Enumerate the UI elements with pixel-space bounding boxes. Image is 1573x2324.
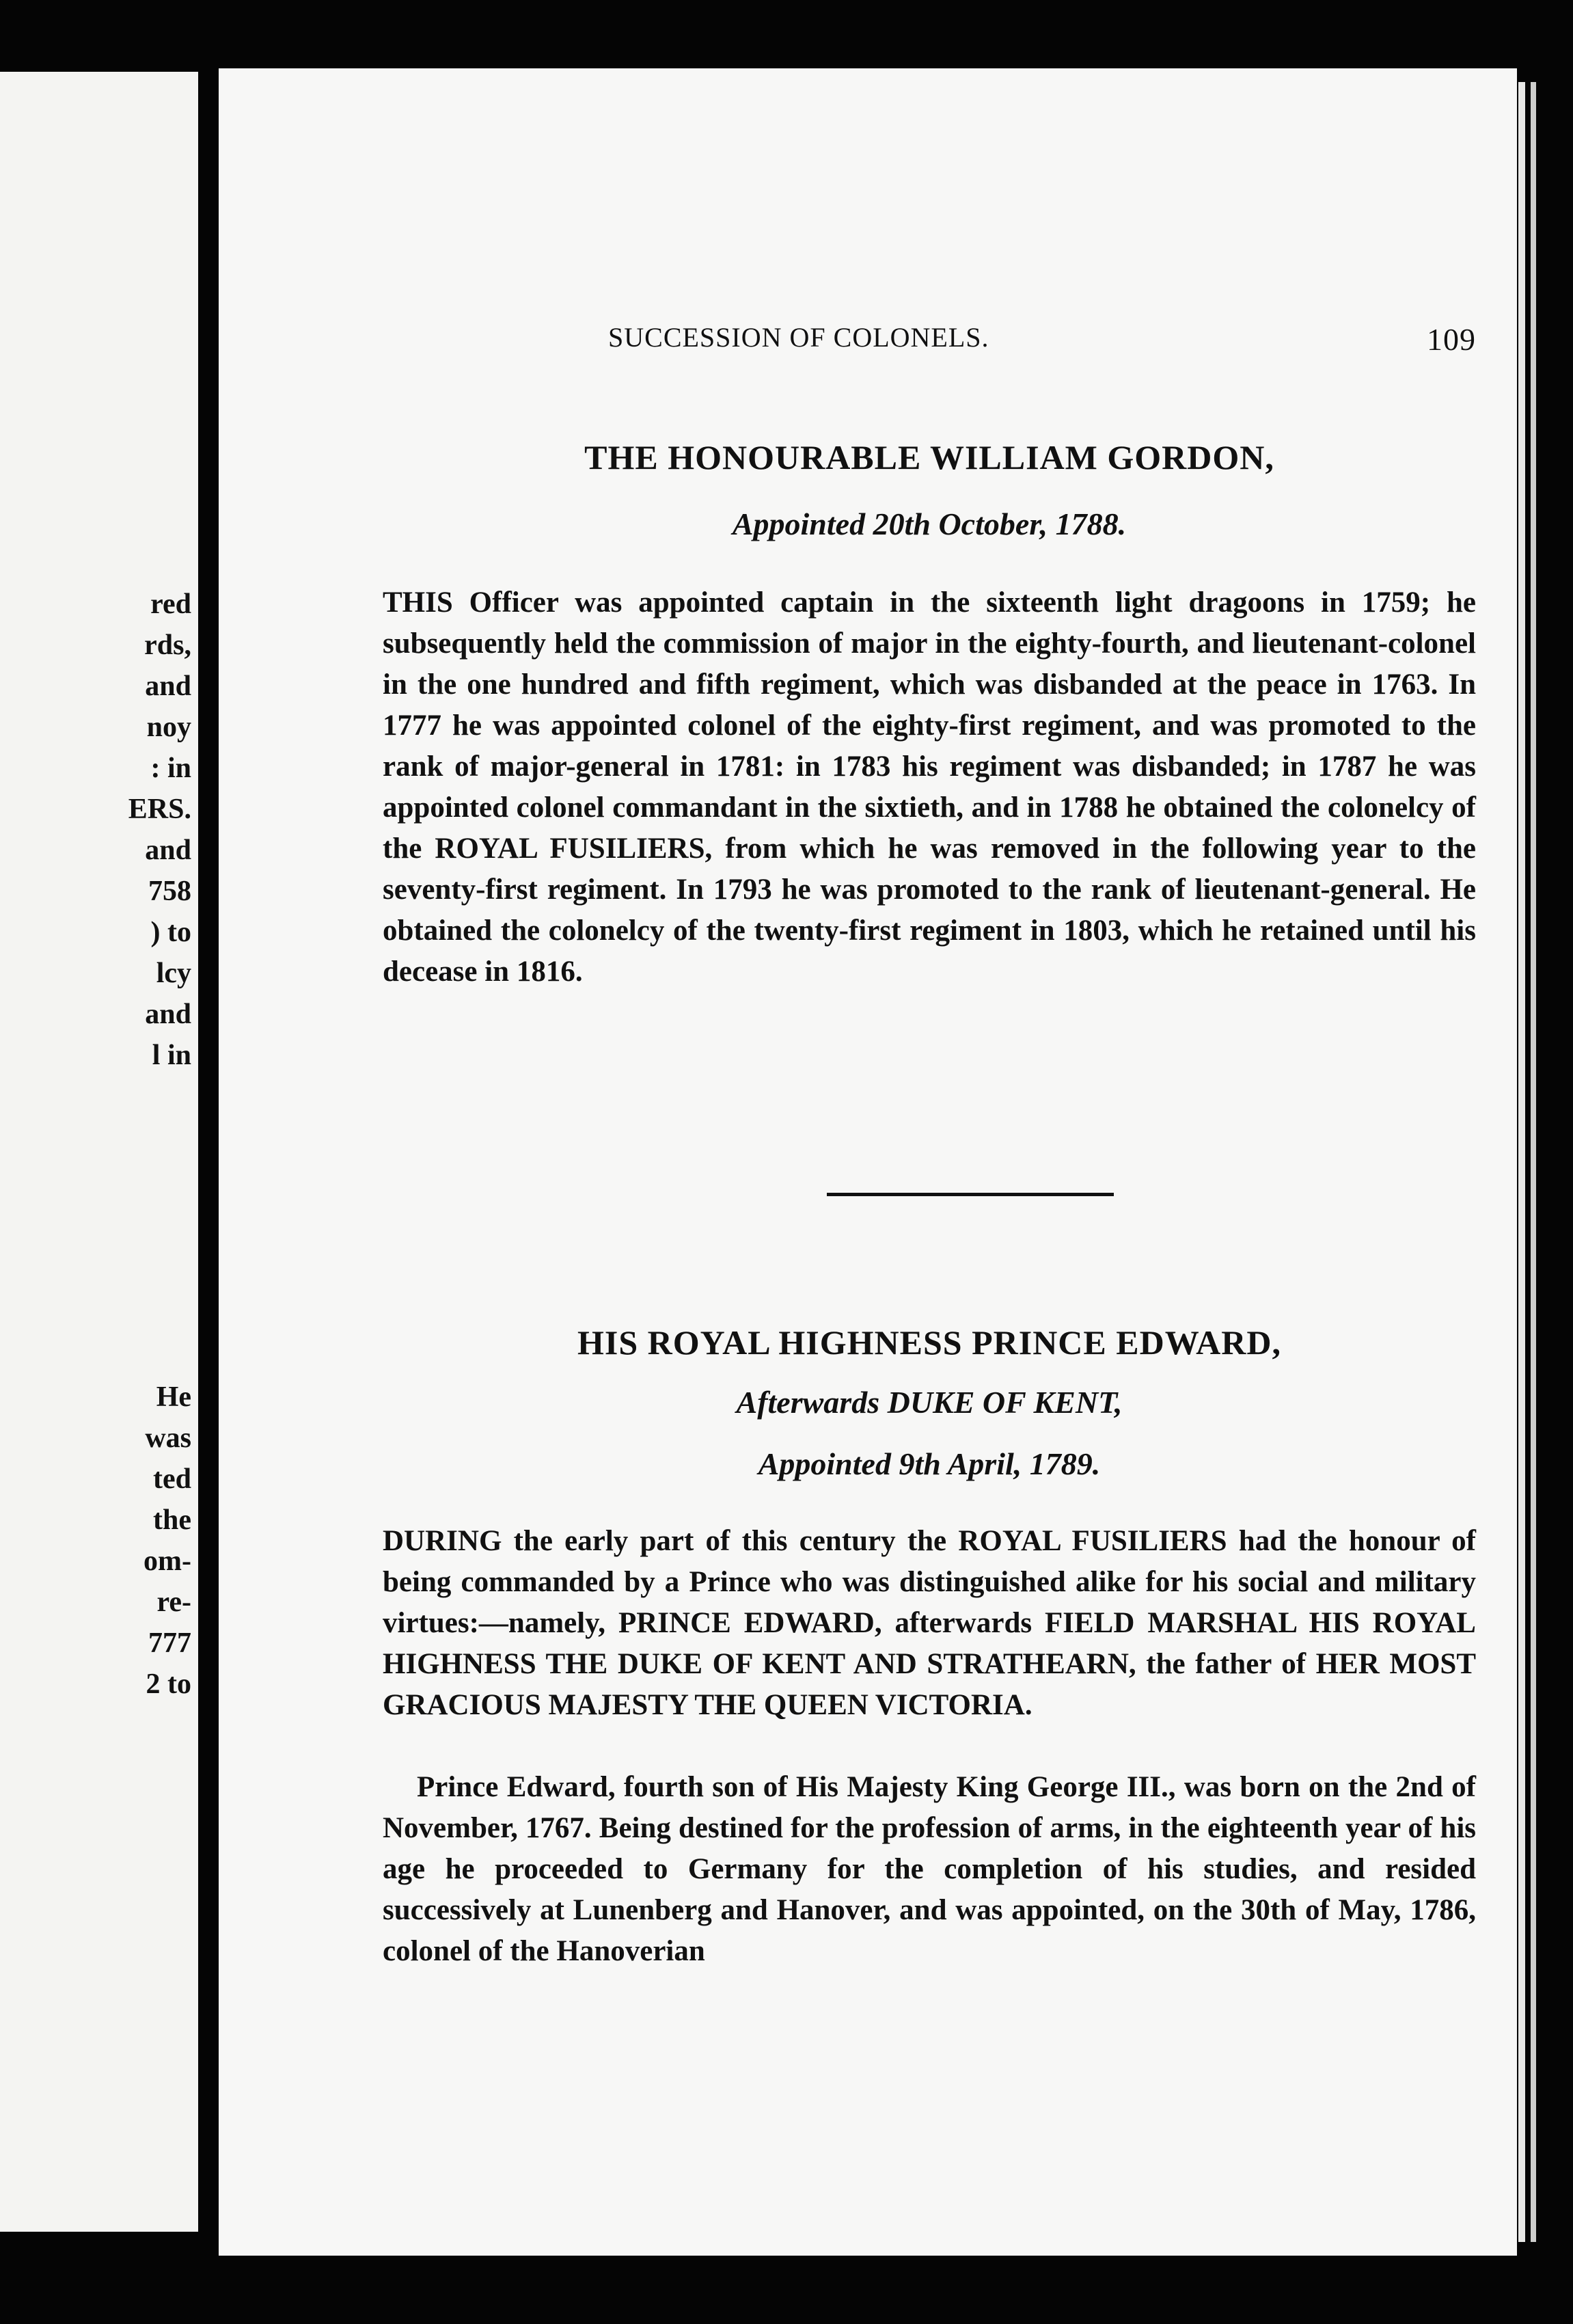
section-heading: HIS ROYAL HIGHNESS PRINCE EDWARD, <box>577 1323 1281 1362</box>
left-page-line: and <box>145 835 191 866</box>
left-page-line: the <box>153 1504 191 1536</box>
left-page-line: om- <box>143 1545 191 1577</box>
left-page-line: 758 <box>148 876 191 907</box>
left-page-line: l in <box>152 1040 191 1071</box>
book-page <box>219 68 1517 2256</box>
left-page-line: ERS. <box>128 794 191 825</box>
left-page-line: noy <box>146 712 191 743</box>
left-page-line: red <box>150 589 191 620</box>
page-edge <box>1531 82 1536 2242</box>
left-page-line: and <box>145 671 191 702</box>
page-edge <box>1518 82 1525 2242</box>
left-page-line: : in <box>150 753 191 784</box>
left-page-line: rds, <box>144 630 191 661</box>
appointment-date: Appointed 9th April, 1789. <box>758 1446 1101 1481</box>
left-page-fragment <box>0 72 198 2232</box>
left-page-line: and <box>145 999 191 1030</box>
left-page-line: He <box>156 1381 191 1413</box>
subtitle: Afterwards DUKE OF KENT, <box>736 1385 1123 1420</box>
left-page-line: 2 to <box>146 1668 191 1700</box>
section-heading: THE HONOURABLE WILLIAM GORDON, <box>584 438 1274 476</box>
body-paragraph: Prince Edward, fourth son of His Majesty King George III., was born on the 2nd of November, 1767. Being destined for the profession of arms, in the eighteenth year of his age he proceeded to Germany for the completion of his studies, and resided successively at Lunenberg and Hanover, and was appointed, on the 30th of May, 1786, colonel of the Hanoverian <box>383 1771 1476 1967</box>
left-page-line: lcy <box>156 958 191 989</box>
appointment-date: Appointed 20th October, 1788. <box>732 506 1127 541</box>
left-page-line: was <box>145 1422 191 1454</box>
left-page-line: re- <box>156 1586 191 1618</box>
left-page-line: ) to <box>150 917 191 948</box>
body-paragraph: DURING the early part of this century the ROYAL FUSILIERS had the honour of being commanded by a Prince who was distinguished alike for his social and military virtues:—namely, PRINCE EDWARD, afterwards FIELD MARSHAL HIS ROYAL HIGHNESS THE DUKE OF KENT AND STRATHEARN, the father of HER MOST GRACIOUS MAJESTY THE QUEEN VICTORIA. <box>383 1525 1476 1721</box>
section-divider <box>827 1193 1114 1196</box>
page-number: 109 <box>1427 322 1476 357</box>
left-page-line: 777 <box>148 1627 191 1659</box>
body-paragraph: THIS Officer was appointed captain in the sixteenth light dragoons in 1759; he subsequently held the commission of major in the eighty-fourth, and lieutenant-colonel in the one hundred and fifth regiment, which was disbanded at the peace in 1763. In 1777 he was appointed colonel of the eighty-first regiment, and was promoted to the rank of major-general in 1781: in 1783 his regiment was disbanded; in 1787 he was appointed colonel commandant in the sixtieth, and in 1788 he obtained the colonelcy of the ROYAL FUSILIERS, from which he was removed in the following year to the seventy-first regiment. In 1793 he was promoted to the rank of lieutenant-general. He obtained the colonelcy of the twenty-first regiment in 1803, which he retained until his decease in 1816. <box>383 586 1476 988</box>
left-page-line: ted <box>153 1463 191 1495</box>
running-title: SUCCESSION OF COLONELS. <box>608 322 989 353</box>
